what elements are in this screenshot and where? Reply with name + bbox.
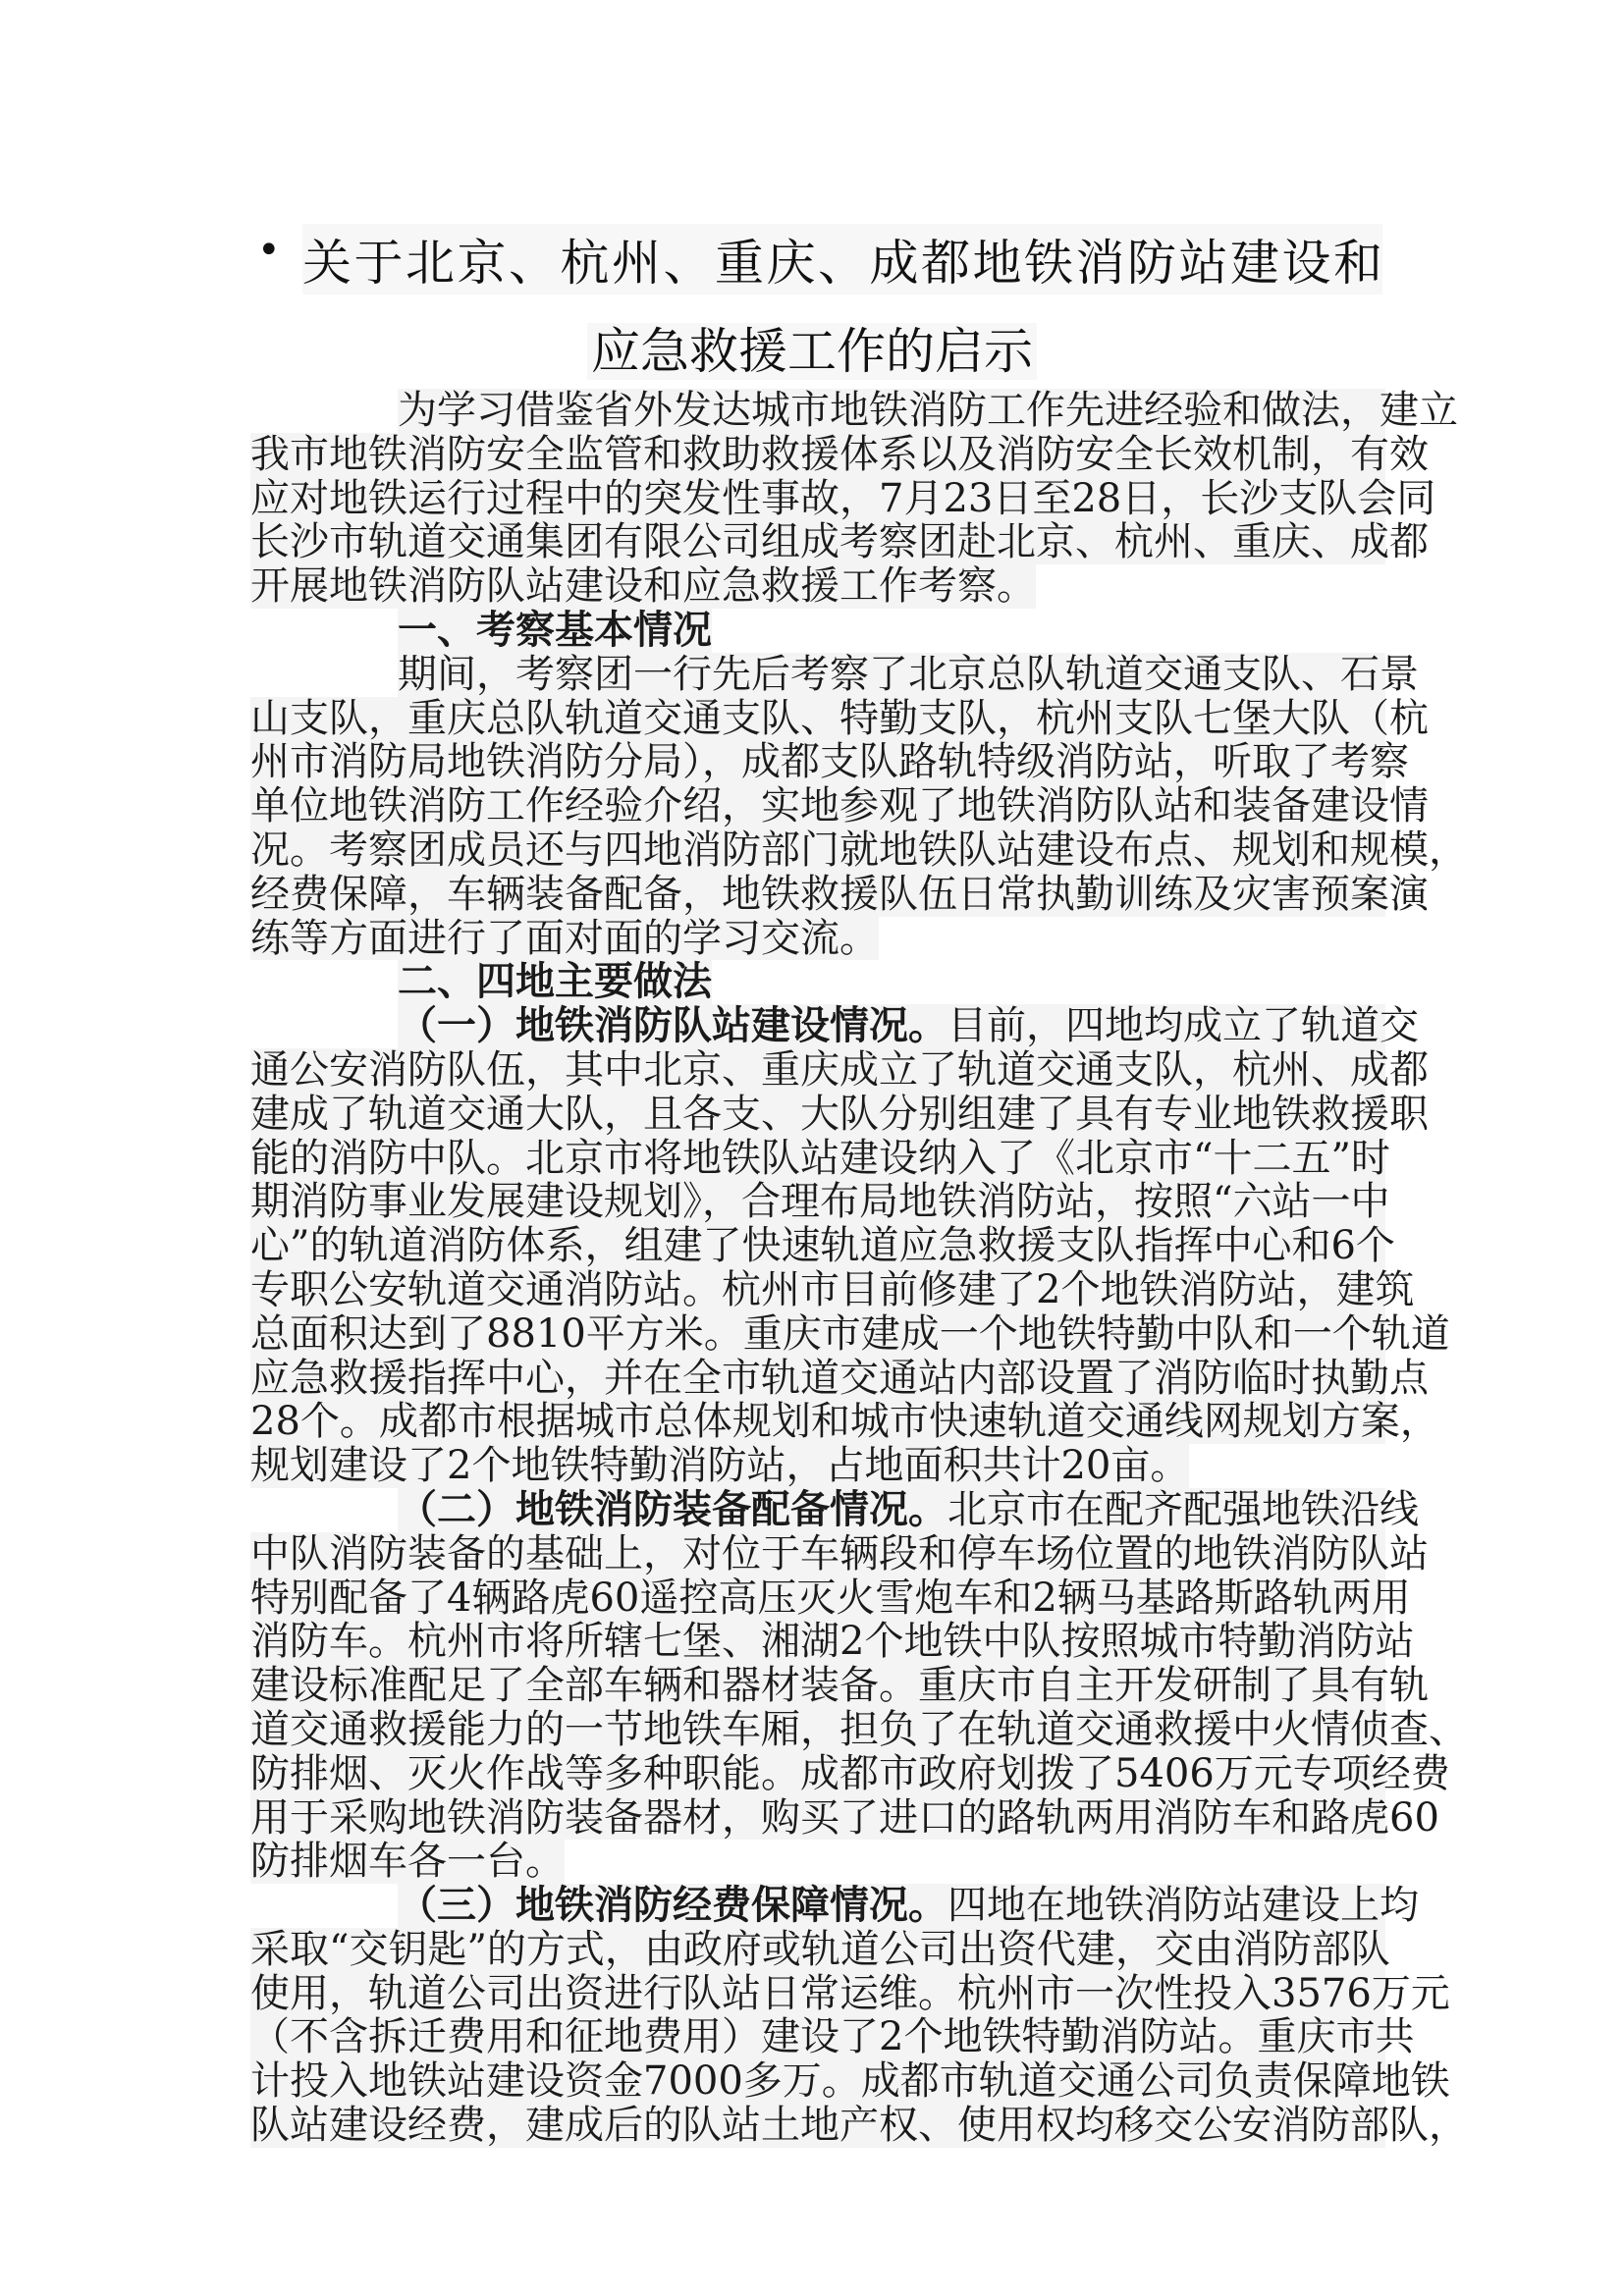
text-run: 期间，考察团一行先后考察了北京总队轨道交通支队、石景: [398, 651, 1419, 697]
text-run: 规划建设了2个地铁特勤消防站，占地面积共计20亩。: [250, 1443, 1190, 1489]
line-text: [398, 388, 1458, 433]
line-text: [250, 2014, 1415, 2060]
text-run: 为学习借鉴省外发达城市地铁消防工作先进经验和做法，建立: [398, 388, 1458, 433]
line-text: [250, 1840, 565, 1884]
line-text: [250, 1355, 1429, 1401]
text-run: 练等方面进行了面对面的学习交流。: [250, 915, 879, 961]
text-run: 况。考察团成员还与四地消防部门就地铁队站建设布点、规划和规模，: [250, 827, 1468, 873]
line-text: [250, 827, 1468, 873]
paragraph-line: [250, 871, 1429, 917]
paragraph-line: [250, 1794, 1439, 1841]
text-run: 北京市在配齐配强地铁沿线: [947, 1486, 1419, 1532]
line-text: [250, 695, 1429, 741]
line-text: [250, 1135, 1390, 1181]
text-run: 专职公安轨道交通消防站。杭州市目前修建了2个地铁消防站，建筑: [250, 1266, 1415, 1312]
text-run: 总面积达到了8810平方米。重庆市建成一个地铁特勤中队和一个轨道: [250, 1310, 1450, 1357]
line-text: [250, 1926, 1390, 1972]
line-text: [398, 1882, 1419, 1929]
text-run: 四地在地铁消防站建设上均: [947, 1883, 1419, 1929]
paragraph-line: [250, 1355, 1429, 1401]
text-run: 特别配备了4辆路虎60遥控高压灭火雪炮车和2辆马基路斯路轨两用: [250, 1575, 1411, 1621]
text-run: 28个。成都市根据城市总体规划和城市快速轨道交通线网规划方案，: [250, 1399, 1439, 1445]
line-text: [250, 1399, 1439, 1445]
line-text: [250, 1444, 1189, 1488]
line-text: [250, 1091, 1429, 1137]
paragraph-line: [250, 917, 1385, 961]
text-run: 消防车。杭州市将所辖七堡、湘湖2个地铁中队按照城市特勤消防站: [250, 1619, 1415, 1665]
line-text: [250, 1663, 1429, 1709]
line-text: [250, 1179, 1390, 1225]
paragraph-line: [250, 1091, 1429, 1137]
line-text: [250, 2058, 1450, 2105]
text-run: 用于采购地铁消防装备器材，购买了进口的路轨两用消防车和路虎60: [250, 1794, 1439, 1841]
document-body: [250, 388, 1468, 2149]
text-run: 防排烟、灭火作战等多种职能。成都市政府划拨了5406万元专项经费: [250, 1750, 1450, 1796]
subsection-title: （三）地铁消防经费保障情况。: [398, 1882, 947, 1929]
paragraph-line: [250, 695, 1429, 741]
paragraph-line: [250, 475, 1436, 521]
text-run: 长沙市轨道交通集团有限公司组成考察团赴北京、杭州、重庆、成都: [250, 519, 1429, 565]
paragraph-line: [250, 1575, 1411, 1621]
subsection-title: （二）地铁消防装备配备情况。: [398, 1485, 947, 1532]
text-run: 目前，四地均成立了轨道交: [947, 1003, 1419, 1049]
text-run: 建设标准配足了全部车辆和器材装备。重庆市自主开发研制了具有轨: [250, 1663, 1429, 1709]
paragraph-line: [250, 1179, 1390, 1225]
paragraph-line: [250, 1706, 1468, 1752]
paragraph-line: [250, 1266, 1415, 1312]
line-text: [250, 739, 1409, 785]
text-run: 我市地铁消防安全监管和救助救援体系以及消防安全长效机制，有效: [250, 431, 1429, 477]
title-text: 应急救援工作的启示: [587, 323, 1037, 380]
paragraph-line: [250, 1840, 1385, 1884]
text-run: 计投入地铁站建设资金7000多万。成都市轨道交通公司负责保障地铁: [250, 2058, 1450, 2105]
document-title-line-2: [0, 312, 1624, 383]
subsection-title: （一）地铁消防队站建设情况。: [398, 1002, 947, 1049]
paragraph-line: [250, 1663, 1429, 1709]
paragraph-line: [250, 1444, 1385, 1488]
line-text: [250, 564, 1036, 609]
text-run: 应对地铁运行过程中的突发性事故，7月23日至28日，长沙支队会同: [250, 475, 1436, 521]
line-text: [250, 1970, 1450, 2016]
text-run: 防排烟车各一台。: [250, 1839, 565, 1885]
paragraph-line: [250, 1485, 1419, 1532]
text-run: 通公安消防队伍，其中北京、重庆成立了轨道交通支队，杭州、成都: [250, 1046, 1429, 1093]
paragraph-line: [250, 1970, 1450, 2016]
paragraph-line: [250, 388, 1458, 433]
text-run: 中队消防装备的基础上，对位于车辆段和停车场位置的地铁消防队站: [250, 1530, 1429, 1576]
text-run: 期消防事业发展建设规划》，合理布局地铁消防站，按照“六站一中: [250, 1179, 1390, 1225]
paragraph-line: [250, 1399, 1439, 1445]
line-text: [250, 1794, 1439, 1841]
text-run: 采取“交钥匙”的方式，由政府或轨道公司出资代建，交由消防部队: [250, 1926, 1390, 1972]
line-text: [250, 1575, 1411, 1621]
text-run: 经费保障，车辆装备配备，地铁救援队伍日常执勤训练及灾害预案演: [250, 871, 1429, 917]
section-heading: [250, 960, 1385, 1004]
text-run: 单位地铁消防工作经验介绍，实地参观了地铁消防队站和装备建设情: [250, 783, 1429, 829]
line-text: [398, 1002, 1419, 1049]
paragraph-line: [250, 431, 1429, 477]
text-run: 道交通救援能力的一节地铁车厢，担负了在轨道交通救援中火情侦查、: [250, 1706, 1468, 1752]
text-run: 队站建设经费，建成后的队站土地产权、使用权均移交公安消防部队，: [250, 2103, 1468, 2149]
paragraph-line: [250, 1530, 1429, 1576]
text-run: 应急救援指挥中心，并在全市轨道交通站内部设置了消防临时执勤点: [250, 1355, 1429, 1401]
line-text: [250, 1530, 1429, 1576]
line-text: [250, 475, 1436, 521]
line-text: [250, 1310, 1450, 1357]
line-text: [250, 2103, 1468, 2149]
section-heading: [250, 606, 1385, 653]
line-text: [250, 1706, 1468, 1752]
paragraph-line: [250, 1926, 1390, 1972]
text-run: 州市消防局地铁消防分局），成都支队路轨特级消防站，听取了考察: [250, 739, 1409, 785]
paragraph-line: [250, 564, 1385, 609]
text-run: 心”的轨道消防体系，组建了快速轨道应急救援支队指挥中心和6个: [250, 1223, 1395, 1269]
text-run: （不含拆迁费用和征地费用）建设了2个地铁特勤消防站。重庆市共: [250, 2014, 1415, 2060]
line-text: [250, 1619, 1415, 1665]
text-run: 二、四地主要做法: [398, 958, 712, 1005]
line-text: [250, 519, 1429, 565]
line-text: [250, 917, 879, 961]
paragraph-line: [250, 1619, 1415, 1665]
paragraph-line: [250, 1046, 1429, 1093]
line-text: [250, 1046, 1429, 1093]
line-text: [250, 1750, 1450, 1796]
text-run: 山支队，重庆总队轨道交通支队、特勤支队，杭州支队七堡大队（杭: [250, 695, 1429, 741]
line-text: [250, 1266, 1415, 1312]
paragraph-line: [250, 1310, 1450, 1357]
paragraph-line: [250, 1223, 1395, 1269]
text-run: 建成了轨道交通大队，且各支、大队分别组建了具有专业地铁救援职: [250, 1091, 1429, 1137]
paragraph-line: [250, 2103, 1468, 2149]
paragraph-line: [250, 519, 1429, 565]
line-text: [250, 431, 1429, 477]
text-run: 能的消防中队。北京市将地铁队站建设纳入了《北京市“十二五”时: [250, 1135, 1390, 1181]
line-text: [250, 783, 1429, 829]
paragraph-line: [250, 651, 1419, 697]
paragraph-line: [250, 739, 1409, 785]
paragraph-line: [250, 1882, 1419, 1929]
line-text: [398, 1485, 1419, 1532]
line-text: [398, 651, 1419, 697]
line-text: [398, 960, 712, 1004]
paragraph-line: [250, 2014, 1415, 2060]
text-run: 使用，轨道公司出资进行队站日常运维。杭州市一次性投入3576万元: [250, 1970, 1450, 2016]
paragraph-line: [250, 827, 1468, 873]
paragraph-line: [250, 783, 1429, 829]
paragraph-line: [250, 1002, 1419, 1049]
title-text: 关于北京、杭州、重庆、成都地铁消防站建设和: [302, 224, 1382, 294]
text-run: 开展地铁消防队站建设和应急救援工作考察。: [250, 563, 1036, 610]
text-run: 一、考察基本情况: [398, 606, 712, 653]
paragraph-line: [250, 1750, 1450, 1796]
paragraph-line: [250, 2058, 1450, 2105]
paragraph-line: [250, 1135, 1390, 1181]
line-text: [398, 606, 712, 653]
line-text: [250, 871, 1429, 917]
bullet-icon: •: [257, 228, 281, 273]
line-text: [250, 1223, 1395, 1269]
